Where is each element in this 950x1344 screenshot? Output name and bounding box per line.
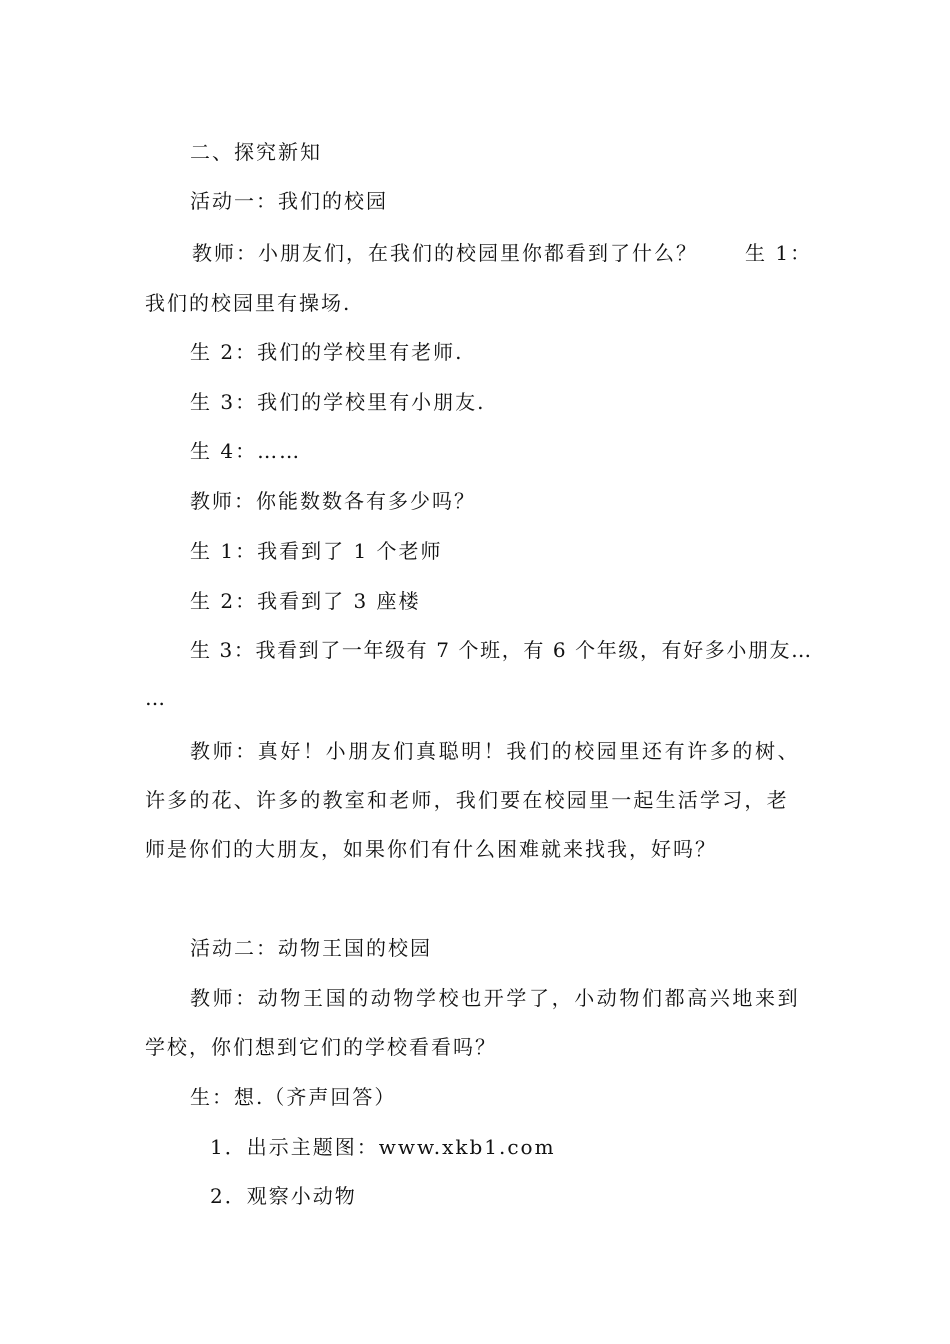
count-answer-2: 生 2：我看到了 3 座楼: [190, 589, 421, 613]
student4-answer: 生 4：……: [190, 439, 302, 463]
activity1-title: 活动一：我们的校园: [190, 189, 388, 213]
student2-answer: 生 2：我们的学校里有老师.: [190, 340, 464, 364]
count-answer-3: 生 3：我看到了一年级有 7 个班，有 6 个年级，有好多小朋友…: [190, 638, 813, 662]
activity2-teacher-line-2: 学校，你们想到它们的学校看看吗？: [145, 1035, 497, 1059]
teacher-question-1-left: 教师：小朋友们，在我们的校园里你都看到了什么？: [192, 241, 698, 265]
teacher-summary-line-2: 许多的花、许多的教室和老师，我们要在校园里一起生活学习，老: [145, 788, 789, 812]
activity2-student-answer: 生：想.（齐声回答）: [190, 1085, 397, 1109]
count-answer-1: 生 1：我看到了 1 个老师: [190, 539, 443, 563]
activity2-item-1: 1．出示主题图：www.xkb1.com: [210, 1135, 556, 1159]
student1-answer-continued: 我们的校园里有操场.: [145, 291, 352, 315]
activity2-teacher-line-1: 教师：动物王国的动物学校也开学了，小动物们都高兴地来到: [190, 986, 801, 1010]
section-title: 二、探究新知: [190, 140, 322, 164]
teacher-question-2: 教师：你能数数各有多少吗？: [190, 489, 476, 513]
student3-answer: 生 3：我们的学校里有小朋友.: [190, 390, 486, 414]
count-answer-3-continued: …: [145, 686, 167, 710]
activity2-title: 活动二：动物王国的校园: [190, 936, 432, 960]
teacher-summary-line-1: 教师：真好！小朋友们真聪明！我们的校园里还有许多的树、: [190, 739, 801, 763]
teacher-summary-line-3: 师是你们的大朋友，如果你们有什么困难就来找我，好吗？: [145, 837, 717, 861]
activity2-item-2: 2．观察小动物: [210, 1184, 357, 1208]
teacher-question-1-right: 生 1：: [745, 241, 813, 265]
